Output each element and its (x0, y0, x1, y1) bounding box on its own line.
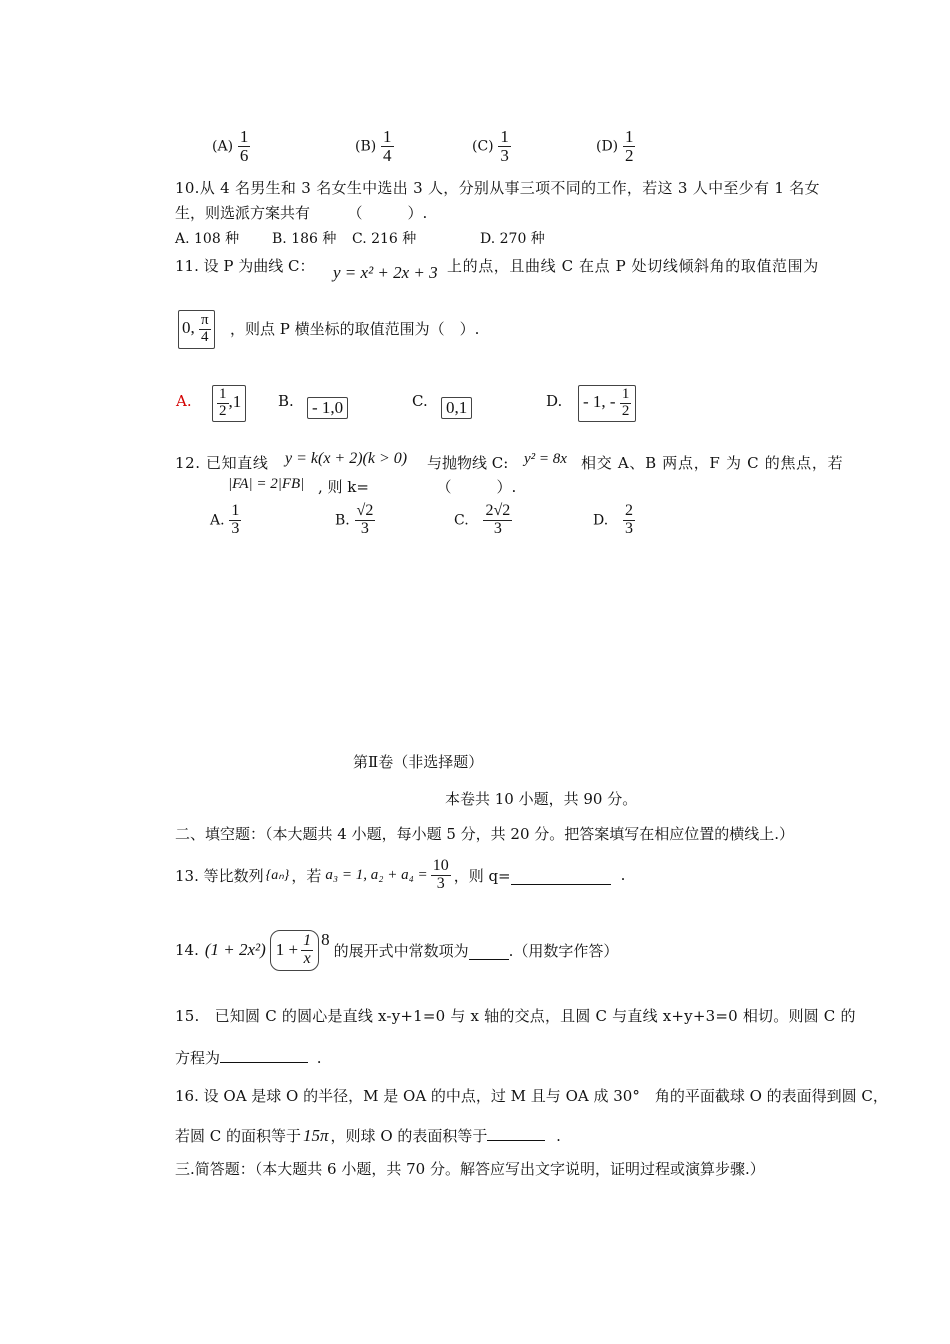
q11-option-d-label: D. (546, 392, 563, 410)
option-label: B. (335, 512, 350, 529)
q14-paren (270, 930, 319, 971)
q11-option-b-label: B. (278, 392, 294, 410)
fraction (229, 503, 241, 538)
numerator: π (201, 312, 209, 328)
q13-then: ，则 q= (453, 866, 511, 885)
q9-option-b (355, 128, 394, 165)
denominator: 3 (436, 874, 445, 892)
fraction (431, 858, 451, 893)
q10-option-d: D. 270 种 (480, 231, 545, 247)
denominator: 3 (624, 519, 633, 537)
q11-option-c-value (441, 397, 472, 419)
q14-exponent: 8 (321, 930, 330, 949)
fraction (301, 933, 313, 968)
numerator: 1 (500, 127, 509, 146)
q13-if: ，若 (291, 866, 322, 885)
q9-option-d (596, 128, 635, 165)
q14-answer-blank[interactable] (469, 941, 509, 960)
denominator: 3 (231, 519, 240, 537)
q16-line1: 16. 设 OA 是球 O 的半径，M 是 OA 的中点，过 M 且与 OA 成 30° 角的平面截球 O 的表面得到圆 C， (175, 1087, 888, 1105)
q14 (175, 930, 618, 971)
fraction (623, 128, 636, 165)
numerator: 1 (383, 127, 392, 146)
numerator: 1 (303, 932, 312, 949)
fraction (238, 128, 251, 165)
q12-line2: , 则 k= （ ）. (318, 478, 517, 496)
q12-option-c (454, 503, 512, 538)
interval-left: - 1, - (583, 392, 616, 412)
q10-option-c: C. 216 种 (352, 231, 417, 247)
numerator: 1 (621, 386, 630, 402)
q16-end: . (556, 1127, 561, 1145)
q16-text-a: 若圆 C 的面积等于 (175, 1127, 302, 1145)
fraction (381, 128, 394, 165)
q13 (175, 858, 625, 893)
angle-range-interval (178, 310, 215, 349)
fraction (620, 387, 632, 420)
q15-answer-blank[interactable] (220, 1046, 308, 1063)
q11-suffix: 上的点，且曲线 C 在点 P 处切线倾斜角的取值范围为 (447, 257, 819, 275)
denominator: 3 (360, 519, 369, 537)
part2-title: 第Ⅱ卷（非选择题） (353, 753, 484, 771)
section2-heading: 二、填空题：（本大题共 4 小题，每小题 5 分，共 20 分。把答案填写在相应位置的横线上.） (175, 825, 795, 843)
q12-line1-c: 相交 A、B 两点，F 为 C 的焦点，若 (581, 454, 844, 472)
q11-line2: ，则点 P 横坐标的取值范围为（ ）. (230, 320, 480, 338)
fraction (199, 313, 211, 346)
denominator: 6 (239, 145, 249, 165)
q14-number: 14. (175, 941, 199, 960)
option-d-interval (578, 385, 636, 422)
q11-range (178, 310, 215, 349)
q10-line2: 生，则选派方案共有 （ ）. (175, 204, 428, 222)
q9-option-a (212, 128, 250, 165)
q12-option-a (210, 503, 241, 538)
fraction (483, 503, 512, 538)
numerator: 1 (624, 127, 634, 146)
q11-option-a-label: A. (176, 392, 192, 410)
q16-area: 15π (303, 1126, 329, 1145)
numerator: 1 (219, 386, 227, 402)
denominator: 2 (621, 402, 630, 419)
option-label: (B) (355, 138, 377, 155)
q12-parabola: y² = 8x (524, 451, 567, 467)
option-label: D. (593, 512, 609, 529)
option-a-interval (212, 385, 246, 422)
denominator: 4 (383, 145, 392, 165)
numerator: 10 (432, 857, 449, 874)
part2-subtitle: 本卷共 10 小题，共 90 分。 (445, 790, 638, 808)
fraction (217, 387, 229, 420)
q10-line1: 10.从 4 名男生和 3 名女生中选出 3 人，分别从事三项不同的工作，若这 3 人中至少有 1 名女 (175, 179, 820, 197)
denominator: 4 (201, 328, 209, 345)
q15-line1: 15. 已知圆 C 的圆心是直线 x-y+1=0 与 x 轴的交点，且圆 C 与直线 x+y+3=0 相切。则圆 C 的 (175, 1007, 856, 1025)
q11-curve: y = x² + 2x + 3 (333, 263, 438, 282)
numerator: 1 (239, 127, 249, 146)
q12-option-b (335, 503, 375, 538)
q13-prefix: 13. 等比数列 (175, 866, 264, 885)
q11-option-b-value (307, 397, 348, 419)
q12-condition: |FA| = 2|FB| (228, 476, 305, 492)
section3-heading: 三.简答题：（本大题共 6 小题，共 70 分。解答应写出文字说明，证明过程或演算步骤.） (175, 1160, 765, 1178)
q13-answer-blank[interactable] (511, 866, 611, 885)
q11-option-c-label: C. (412, 392, 428, 410)
option-label: (D) (596, 138, 619, 155)
q11-prefix: 11. 设 P 为曲线 C： (175, 257, 315, 275)
numerator: 1 (231, 502, 240, 519)
range-left: 0, (182, 318, 195, 338)
q15-end: . (316, 1049, 322, 1067)
q16-text-b: ，则球 O 的表面积等于 (330, 1127, 488, 1145)
numerator: 2 (624, 502, 633, 519)
option-label: A. (210, 512, 225, 529)
interval-rest: ,1 (228, 392, 242, 412)
option-b-interval: - 1,0 (307, 397, 348, 419)
q9-option-c (472, 128, 511, 165)
q12-line1-b: 与抛物线 C: (427, 454, 509, 472)
q12-line-equation: y = k(x + 2)(k > 0) (285, 450, 408, 467)
q10-option-b: B. 186 种 (272, 231, 337, 247)
q16-line2 (175, 1124, 561, 1146)
denominator: 3 (493, 519, 502, 537)
q13-sequence: {aₙ} (265, 867, 290, 883)
q10-option-a: A. 108 种 (175, 231, 240, 247)
option-c-interval: 0,1 (441, 397, 472, 419)
numerator: √2 (356, 502, 374, 519)
q12-option-d (593, 503, 635, 538)
numerator: 2√2 (485, 502, 511, 519)
option-label: (C) (472, 138, 494, 155)
q14-text: 的展开式中常数项为 (333, 941, 469, 960)
denominator: 2 (624, 145, 634, 165)
q14-note: .（用数字作答） (508, 941, 619, 960)
option-label: C. (454, 512, 469, 529)
denominator: 3 (500, 145, 509, 165)
fraction (498, 128, 511, 165)
q12-line1-a: 12. 已知直线 (175, 454, 269, 472)
denominator: x (303, 949, 311, 967)
fraction (355, 503, 376, 538)
q11-option-a-value (212, 385, 246, 422)
denominator: 2 (219, 402, 227, 419)
one-plus: 1 + (275, 940, 299, 960)
q13-condition: a₃ = 1, a₂ + a₄ = (325, 866, 428, 883)
q16-answer-blank[interactable] (487, 1124, 545, 1141)
q15-label: 方程为 (175, 1049, 221, 1067)
q14-expr1: (1 + 2x²) (204, 940, 266, 960)
q11-option-d-value (578, 385, 636, 422)
option-label: (A) (212, 138, 234, 155)
q15-line2 (175, 1046, 322, 1068)
q13-end: . (620, 866, 626, 885)
fraction (623, 503, 635, 538)
